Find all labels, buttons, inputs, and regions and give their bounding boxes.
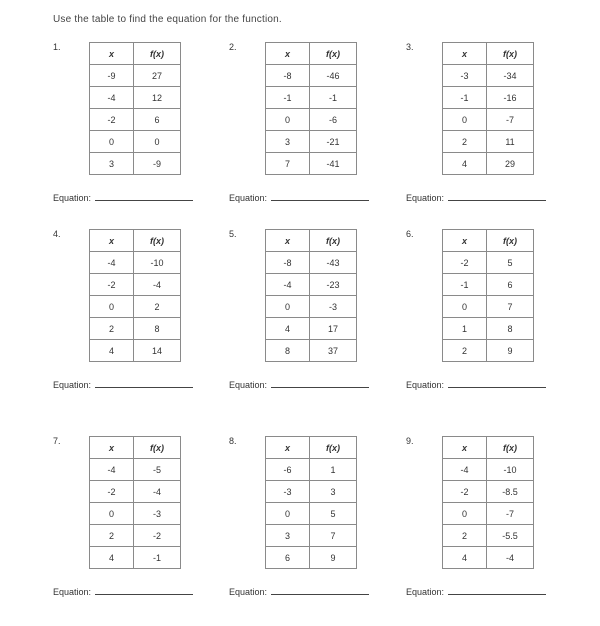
x-value: -3 [443,65,487,87]
fx-value: -43 [310,252,357,274]
table-row [266,525,357,547]
equation-answer-line[interactable] [448,379,546,388]
problem-number: 5. [229,229,237,239]
problem-5 [229,229,389,419]
table-row [443,318,534,340]
fx-value: -6 [310,109,357,131]
equation-answer-line[interactable] [95,192,193,201]
header-fx: f(x) [310,230,357,252]
fx-value: -5 [134,459,181,481]
header-x: x [266,230,310,252]
fx-value: 5 [487,252,534,274]
x-value: 7 [266,153,310,175]
function-table [89,436,181,569]
table-header-row [443,230,534,252]
table-row [90,340,181,362]
header-x: x [90,230,134,252]
fx-value: -3 [310,296,357,318]
x-value: -3 [266,481,310,503]
fx-value: 27 [134,65,181,87]
table-row [90,318,181,340]
table-row [443,547,534,569]
fx-value: -10 [134,252,181,274]
x-value: -2 [90,481,134,503]
fx-value: -5.5 [487,525,534,547]
table-row [266,547,357,569]
table-header-row [90,437,181,459]
x-value: -4 [443,459,487,481]
fx-value: -8.5 [487,481,534,503]
equation-label: Equation: [229,193,268,203]
table-row [443,153,534,175]
equation-answer-line[interactable] [448,586,546,595]
x-value: 0 [266,109,310,131]
x-value: 6 [266,547,310,569]
x-value: 3 [266,131,310,153]
problem-3 [406,42,566,232]
x-value: 4 [90,340,134,362]
table-row [443,131,534,153]
fx-value: 7 [487,296,534,318]
equation-label: Equation: [406,380,445,390]
fx-value: -3 [134,503,181,525]
equation-row [406,192,546,203]
function-table [442,42,534,175]
table-row [443,87,534,109]
table-header-row [443,437,534,459]
x-value: -8 [266,252,310,274]
table-row [266,109,357,131]
table-row [90,109,181,131]
fx-value: -7 [487,109,534,131]
table-row [266,296,357,318]
table-row [90,296,181,318]
equation-label: Equation: [406,193,445,203]
equation-row [229,379,369,390]
problem-6 [406,229,566,419]
problem-number: 8. [229,436,237,446]
function-table [89,229,181,362]
table-row [443,274,534,296]
x-value: 0 [90,131,134,153]
fx-value: 17 [310,318,357,340]
header-x: x [266,43,310,65]
problem-number: 9. [406,436,414,446]
fx-value: -34 [487,65,534,87]
table-row [266,318,357,340]
fx-value: -1 [310,87,357,109]
x-value: 0 [266,503,310,525]
equation-row [229,192,369,203]
table-row [443,65,534,87]
x-value: 2 [443,340,487,362]
equation-label: Equation: [53,193,92,203]
x-value: 0 [443,109,487,131]
header-x: x [443,437,487,459]
fx-value: 14 [134,340,181,362]
x-value: 4 [266,318,310,340]
table-row [266,252,357,274]
problem-1 [53,42,213,232]
fx-value: 7 [310,525,357,547]
table-row [443,296,534,318]
table-row [90,481,181,503]
x-value: 0 [443,296,487,318]
table-row [90,525,181,547]
header-fx: f(x) [134,43,181,65]
problem-number: 1. [53,42,61,52]
header-fx: f(x) [310,43,357,65]
table-row [90,252,181,274]
table-row [443,525,534,547]
fx-value: 3 [310,481,357,503]
equation-answer-line[interactable] [271,379,369,388]
x-value: -2 [90,109,134,131]
header-fx: f(x) [487,43,534,65]
x-value: 0 [266,296,310,318]
equation-row [406,379,546,390]
fx-value: 2 [134,296,181,318]
x-value: 0 [90,503,134,525]
x-value: 2 [443,131,487,153]
table-row [266,503,357,525]
x-value: 2 [90,318,134,340]
header-x: x [443,230,487,252]
table-row [443,252,534,274]
x-value: -4 [90,87,134,109]
table-header-row [443,43,534,65]
x-value: 8 [266,340,310,362]
table-row [90,65,181,87]
equation-answer-line[interactable] [95,379,193,388]
table-row [266,87,357,109]
header-x: x [90,43,134,65]
instructions: Use the table to find the equation for the function. [53,14,282,25]
problem-2 [229,42,389,232]
equation-label: Equation: [229,380,268,390]
header-fx: f(x) [134,230,181,252]
table-row [266,131,357,153]
x-value: 2 [443,525,487,547]
x-value: -2 [443,481,487,503]
x-value: -2 [90,274,134,296]
table-row [90,459,181,481]
table-row [266,274,357,296]
fx-value: 6 [487,274,534,296]
equation-answer-line[interactable] [271,192,369,201]
fx-value: 5 [310,503,357,525]
problem-number: 6. [406,229,414,239]
table-row [90,503,181,525]
header-fx: f(x) [487,230,534,252]
header-fx: f(x) [310,437,357,459]
fx-value: -1 [134,547,181,569]
x-value: 4 [443,547,487,569]
table-header-row [266,230,357,252]
table-row [90,153,181,175]
fx-value: -41 [310,153,357,175]
table-row [443,503,534,525]
header-x: x [443,43,487,65]
problem-7 [53,436,213,626]
fx-value: -4 [487,547,534,569]
problem-9 [406,436,566,626]
table-header-row [90,43,181,65]
fx-value: -46 [310,65,357,87]
header-x: x [90,437,134,459]
table-row [266,340,357,362]
fx-value: -23 [310,274,357,296]
x-value: -4 [90,459,134,481]
table-row [443,340,534,362]
fx-value: 29 [487,153,534,175]
table-header-row [266,437,357,459]
problem-number: 2. [229,42,237,52]
x-value: -2 [443,252,487,274]
function-table [89,42,181,175]
x-value: 4 [443,153,487,175]
x-value: 4 [90,547,134,569]
equation-row [229,586,369,597]
table-row [266,481,357,503]
x-value: -4 [266,274,310,296]
x-value: 3 [90,153,134,175]
table-row [90,547,181,569]
equation-answer-line[interactable] [271,586,369,595]
problem-8 [229,436,389,626]
fx-value: 8 [134,318,181,340]
fx-value: 11 [487,131,534,153]
function-table [265,436,357,569]
x-value: -9 [90,65,134,87]
x-value: -1 [443,87,487,109]
fx-value: -10 [487,459,534,481]
function-table [265,42,357,175]
function-table [442,229,534,362]
x-value: -1 [266,87,310,109]
fx-value: 8 [487,318,534,340]
fx-value: -4 [134,274,181,296]
problem-number: 7. [53,436,61,446]
function-table [265,229,357,362]
fx-value: 37 [310,340,357,362]
x-value: 1 [443,318,487,340]
x-value: -4 [90,252,134,274]
equation-label: Equation: [53,380,92,390]
header-x: x [266,437,310,459]
x-value: 3 [266,525,310,547]
equation-label: Equation: [229,587,268,597]
equation-answer-line[interactable] [95,586,193,595]
x-value: 2 [90,525,134,547]
fx-value: 9 [487,340,534,362]
equation-row [53,586,193,597]
x-value: -6 [266,459,310,481]
header-fx: f(x) [487,437,534,459]
equation-row [53,379,193,390]
equation-answer-line[interactable] [448,192,546,201]
problem-4 [53,229,213,419]
fx-value: -7 [487,503,534,525]
table-header-row [266,43,357,65]
table-row [443,481,534,503]
table-header-row [90,230,181,252]
equation-row [53,192,193,203]
table-row [443,459,534,481]
x-value: -1 [443,274,487,296]
table-row [266,65,357,87]
table-row [90,87,181,109]
table-row [90,274,181,296]
fx-value: 12 [134,87,181,109]
fx-value: 6 [134,109,181,131]
fx-value: -2 [134,525,181,547]
fx-value: -21 [310,131,357,153]
fx-value: -9 [134,153,181,175]
x-value: 0 [90,296,134,318]
header-fx: f(x) [134,437,181,459]
fx-value: 1 [310,459,357,481]
fx-value: -16 [487,87,534,109]
x-value: -8 [266,65,310,87]
table-row [266,153,357,175]
problem-number: 3. [406,42,414,52]
fx-value: 0 [134,131,181,153]
fx-value: 9 [310,547,357,569]
table-row [266,459,357,481]
fx-value: -4 [134,481,181,503]
equation-label: Equation: [406,587,445,597]
problem-number: 4. [53,229,61,239]
equation-row [406,586,546,597]
x-value: 0 [443,503,487,525]
table-row [90,131,181,153]
function-table [442,436,534,569]
equation-label: Equation: [53,587,92,597]
table-row [443,109,534,131]
